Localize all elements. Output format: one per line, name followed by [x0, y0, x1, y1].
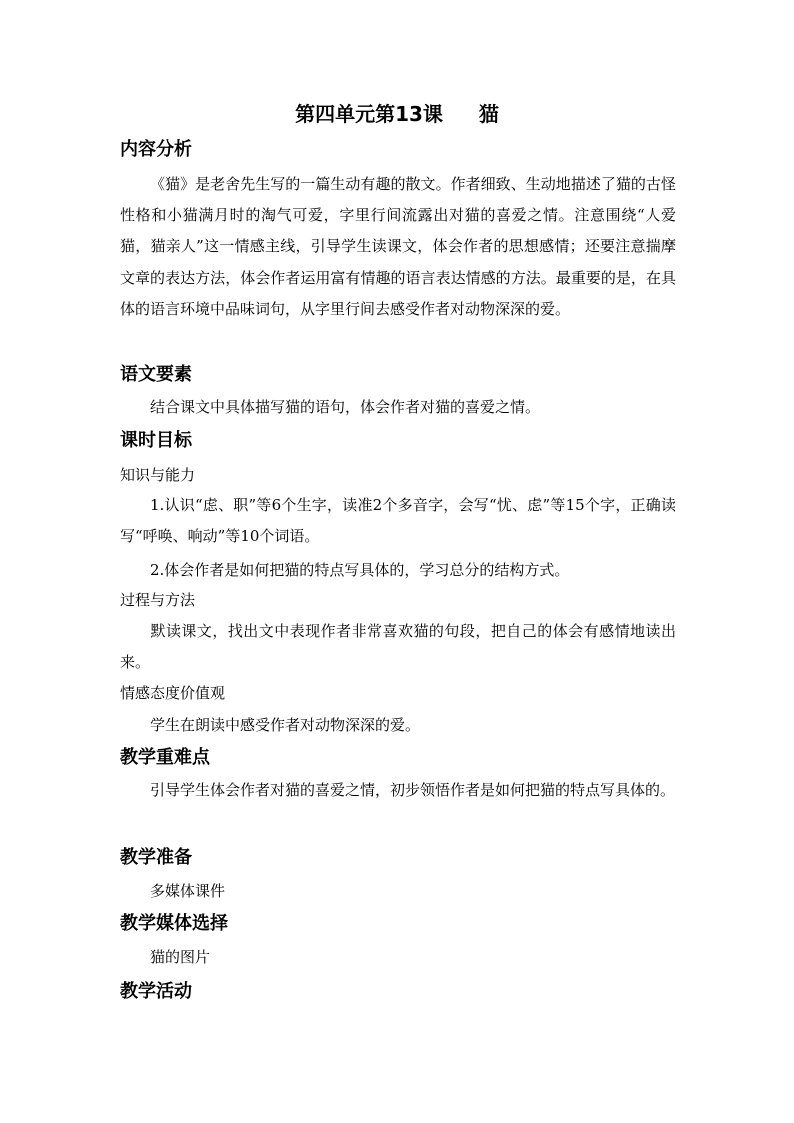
- title-main: 第四单元第13课: [295, 102, 443, 126]
- heading-objectives: 课时目标: [120, 430, 192, 451]
- label-process: 过程与方法: [120, 591, 196, 609]
- paragraph-process: [120, 616, 676, 678]
- page-title: [0, 98, 794, 127]
- label-knowledge: 知识与能力: [120, 466, 196, 484]
- heading-activities: 教学活动: [120, 981, 192, 1002]
- heading-key-points: 教学重难点: [120, 747, 210, 768]
- objective-item-2: 2.体会作者是如何把猫的特点写具体的，学习总分的结构方式。: [150, 561, 570, 579]
- heading-content-analysis: 内容分析: [120, 139, 192, 160]
- heading-language-elements: 语文要素: [120, 364, 192, 385]
- language-elements-text: 结合课文中具体描写猫的语句，体会作者对猫的喜爱之情。: [150, 398, 541, 416]
- preparation-text: 多媒体课件: [150, 882, 226, 900]
- heading-media: 教学媒体选择: [120, 913, 228, 934]
- process-text: 默读课文，找出文中表现作者非常喜欢猫的句段，把自己的体会有感情地读出来。: [120, 622, 676, 672]
- emotion-text: 学生在朗读中感受作者对动物深深的爱。: [150, 716, 421, 734]
- paragraph-content-analysis: [120, 169, 676, 325]
- content-analysis-text: 《猫》是老舍先生写的一篇生动有趣的散文。作者细致、生动地描述了猫的古怪性格和小猫满月时的淘气可爱，字里行间流露出对猫的喜爱之情。注意围绕“人爱猫，猫亲人”这一情感主线，引导学生读课文，体会作者的思想感情；还要注意揣摩文章的表达方法，体会作者运用富有情趣的语言表达情感的方法。最重要的是，在具体的语言环境中品味词句，从字里行间去感受作者对动物深深的爱。: [120, 175, 676, 318]
- label-emotion: 情感态度价值观: [120, 684, 226, 702]
- heading-preparation: 教学准备: [120, 847, 192, 868]
- objective-item-1: [120, 490, 676, 552]
- key-points-text: 引导学生体会作者对猫的喜爱之情，初步领悟作者是如何把猫的特点写具体的。: [150, 781, 676, 799]
- media-text: 猫的图片: [150, 948, 211, 966]
- objective-item-1-text: 1.认识“虑、职”等6个生字，读准2个多音字，会写“忧、虑”等15个字，正确读写“呼唤、响动”等10个词语。: [120, 496, 676, 546]
- title-sub: 猫: [478, 102, 499, 126]
- paragraph-key-points: [120, 775, 676, 806]
